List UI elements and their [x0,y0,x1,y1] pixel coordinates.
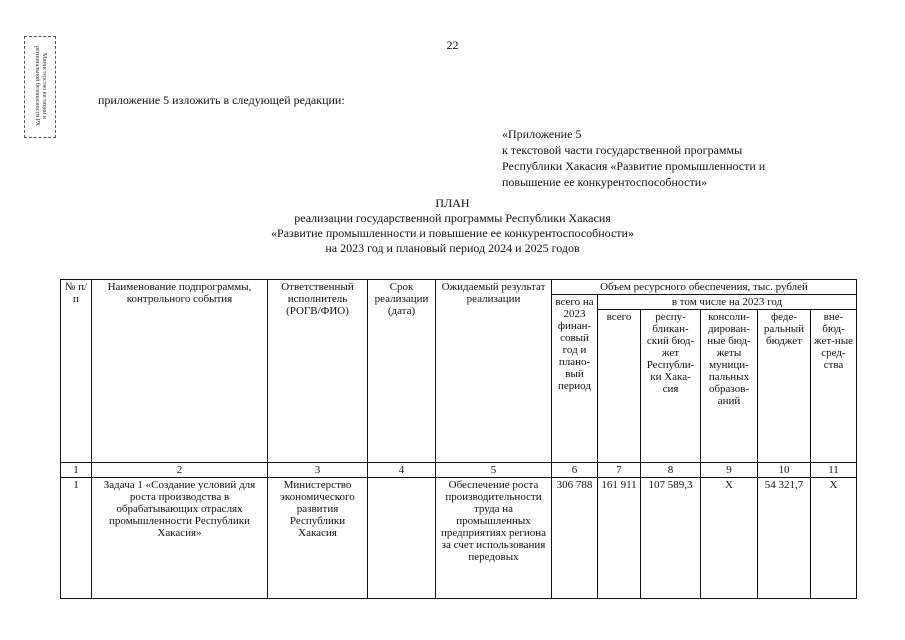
header-in-2023: в том числе на 2023 год [598,295,857,310]
col-number: 2 [92,463,268,478]
plan-title: ПЛАН [435,196,470,210]
row-federal-budget: 54 321,7 [758,478,811,599]
header-total-2023: всего [598,310,641,463]
header-resources: Объем ресурсного обеспечения, тыс. рублей [552,280,857,295]
row-total-all: 306 788 [552,478,598,599]
plan-line-3: на 2023 год и плановый период 2024 и 2025 годов [325,241,580,255]
col-number: 7 [598,463,641,478]
appendix-line-3: Республики Хакасия «Развитие промышленности и [502,159,766,173]
row-executor: Министерство экономического развития Республики Хакасия [268,478,368,599]
table-row [61,478,857,599]
header-executor: Ответственный исполнитель (РОГВ/ФИО) [268,280,368,463]
row-total-2023: 161 911 [598,478,641,599]
intro-text: приложение 5 изложить в следующей редакции: [98,93,345,107]
header-name: Наименование подпрограммы, контрольного события [92,280,268,463]
header-consolidated-budgets: консоли-дирован-ные бюд-жеты муници-пальных образов-аний [701,310,758,463]
col-number: 11 [811,463,857,478]
plan-table [60,279,857,599]
header-offbudget: вне-бюд-жет-ные сред-ства [811,310,857,463]
appendix-line-4: повышение ее конкурентоспособности» [502,175,708,189]
row-name: Задача 1 «Создание условий для роста производства в обрабатывающих отраслях промышленности Республики Хакасия» [92,478,268,599]
plan-line-1: реализации государственной программы Республики Хакасия [294,211,611,225]
row-result: Обеспечение роста производительности труда на промышленных предприятиях региона за счет использования передовых [436,478,552,599]
header-num: № п/п [61,280,92,463]
header-republic-budget: респу-бликан-ский бюд-жет Республи-ки Хака-сия [641,310,701,463]
appendix-line-2: к текстовой части государственной программы [502,143,743,157]
col-number: 1 [61,463,92,478]
col-number: 8 [641,463,701,478]
header-result: Ожидаемый результат реализации [436,280,552,463]
appendix-line-1: «Приложение 5 [502,127,582,141]
plan-title-block [0,196,905,256]
col-number: 10 [758,463,811,478]
row-consolidated-budgets: Х [701,478,758,599]
row-republic-budget: 107 589,3 [641,478,701,599]
row-offbudget: Х [811,478,857,599]
col-number: 3 [268,463,368,478]
row-num: 1 [61,478,92,599]
col-number: 5 [436,463,552,478]
plan-line-2: «Развитие промышленности и повышение ее конкурентоспособности» [271,226,634,240]
header-total-all: всего на 2023 финан-совый год и плано-вый период [552,295,598,463]
header-federal-budget: феде-ральный бюджет [758,310,811,463]
col-number: 4 [368,463,436,478]
row-term [368,478,436,599]
page-number: 22 [446,38,459,52]
stamp-text: Министерство юстиции и региональной безопасности РХ [34,45,47,127]
appendix-heading [502,126,765,190]
col-number: 6 [552,463,598,478]
header-term: Срок реализации (дата) [368,280,436,463]
col-number: 9 [701,463,758,478]
